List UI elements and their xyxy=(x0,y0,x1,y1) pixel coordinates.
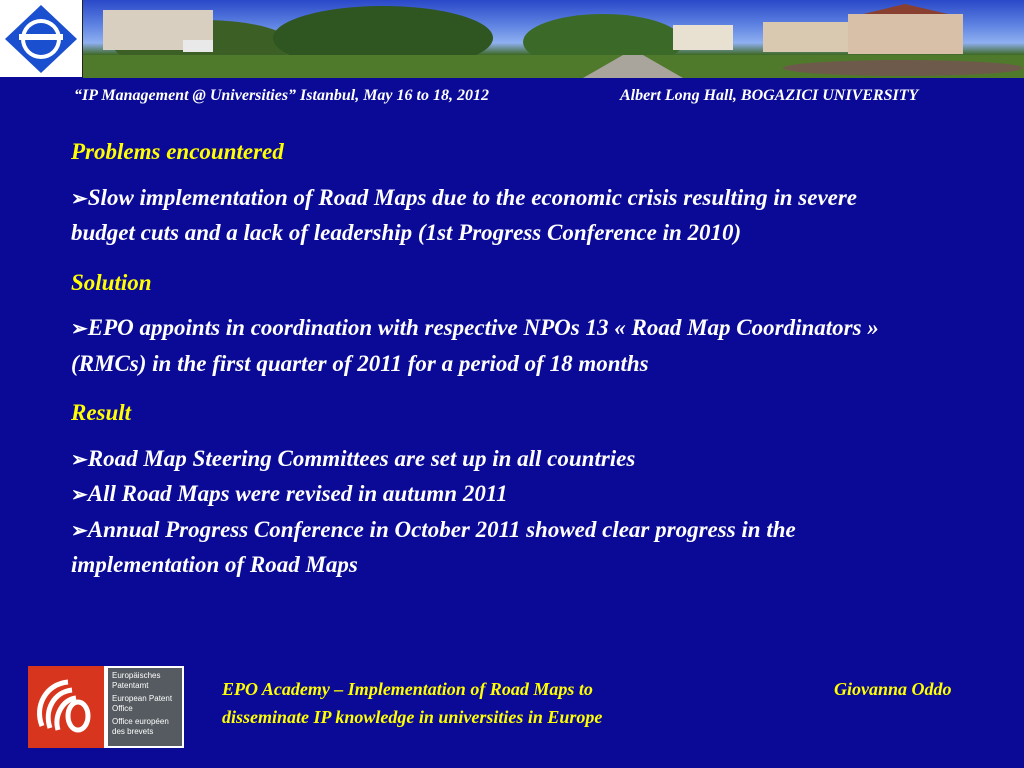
top-logo xyxy=(0,0,83,77)
event-header xyxy=(0,85,1024,107)
footer-title: EPO Academy – Implementation of Road Maps to disseminate IP knowledge in universities in Europe xyxy=(222,679,603,727)
arrow-bullet-icon: ➢ xyxy=(71,318,88,340)
epo-logo-text: Europäisches Patentamt European Patent Office Office européen des brevets xyxy=(108,668,182,746)
heading-solution: Solution xyxy=(71,269,152,295)
footer-author: Giovanna Oddo xyxy=(834,679,952,699)
list-item: ➢All Road Maps were revised in autumn 2011 xyxy=(71,481,508,506)
arrow-bullet-icon: ➢ xyxy=(71,484,88,506)
epo-logo-icon xyxy=(28,666,104,748)
event-title: “IP Management @ Universities” Istanbul, May 16 to 18, 2012 xyxy=(74,87,489,104)
campus-banner-image xyxy=(83,0,1024,78)
epo-logo xyxy=(28,666,184,748)
arrow-bullet-icon: ➢ xyxy=(71,448,88,471)
slide-content xyxy=(71,135,911,582)
heading-problems: Problems encountered xyxy=(71,139,284,164)
list-item: ➢Slow implementation of Road Maps due to the economic crisis resulting in severe budget cuts and a lack of leadership (1st Progress Conference in 2010) xyxy=(71,184,858,245)
list-item: ➢Road Map Steering Committees are set up in all countries xyxy=(71,445,636,471)
diamond-globe-logo-icon xyxy=(3,3,79,75)
arrow-bullet-icon: ➢ xyxy=(71,187,88,210)
arrow-bullet-icon: ➢ xyxy=(71,519,88,542)
event-venue: Albert Long Hall, BOGAZICI UNIVERSITY xyxy=(620,87,919,104)
list-item: ➢EPO appoints in coordination with respective NPOs 13 « Road Map Coordinators » (RMCs) in the first quarter of 2011 for a period of 18 months xyxy=(71,315,879,376)
heading-result: Result xyxy=(71,400,132,425)
list-item: ➢Annual Progress Conference in October 2011 showed clear progress in the implementation of Road Maps xyxy=(71,516,796,577)
